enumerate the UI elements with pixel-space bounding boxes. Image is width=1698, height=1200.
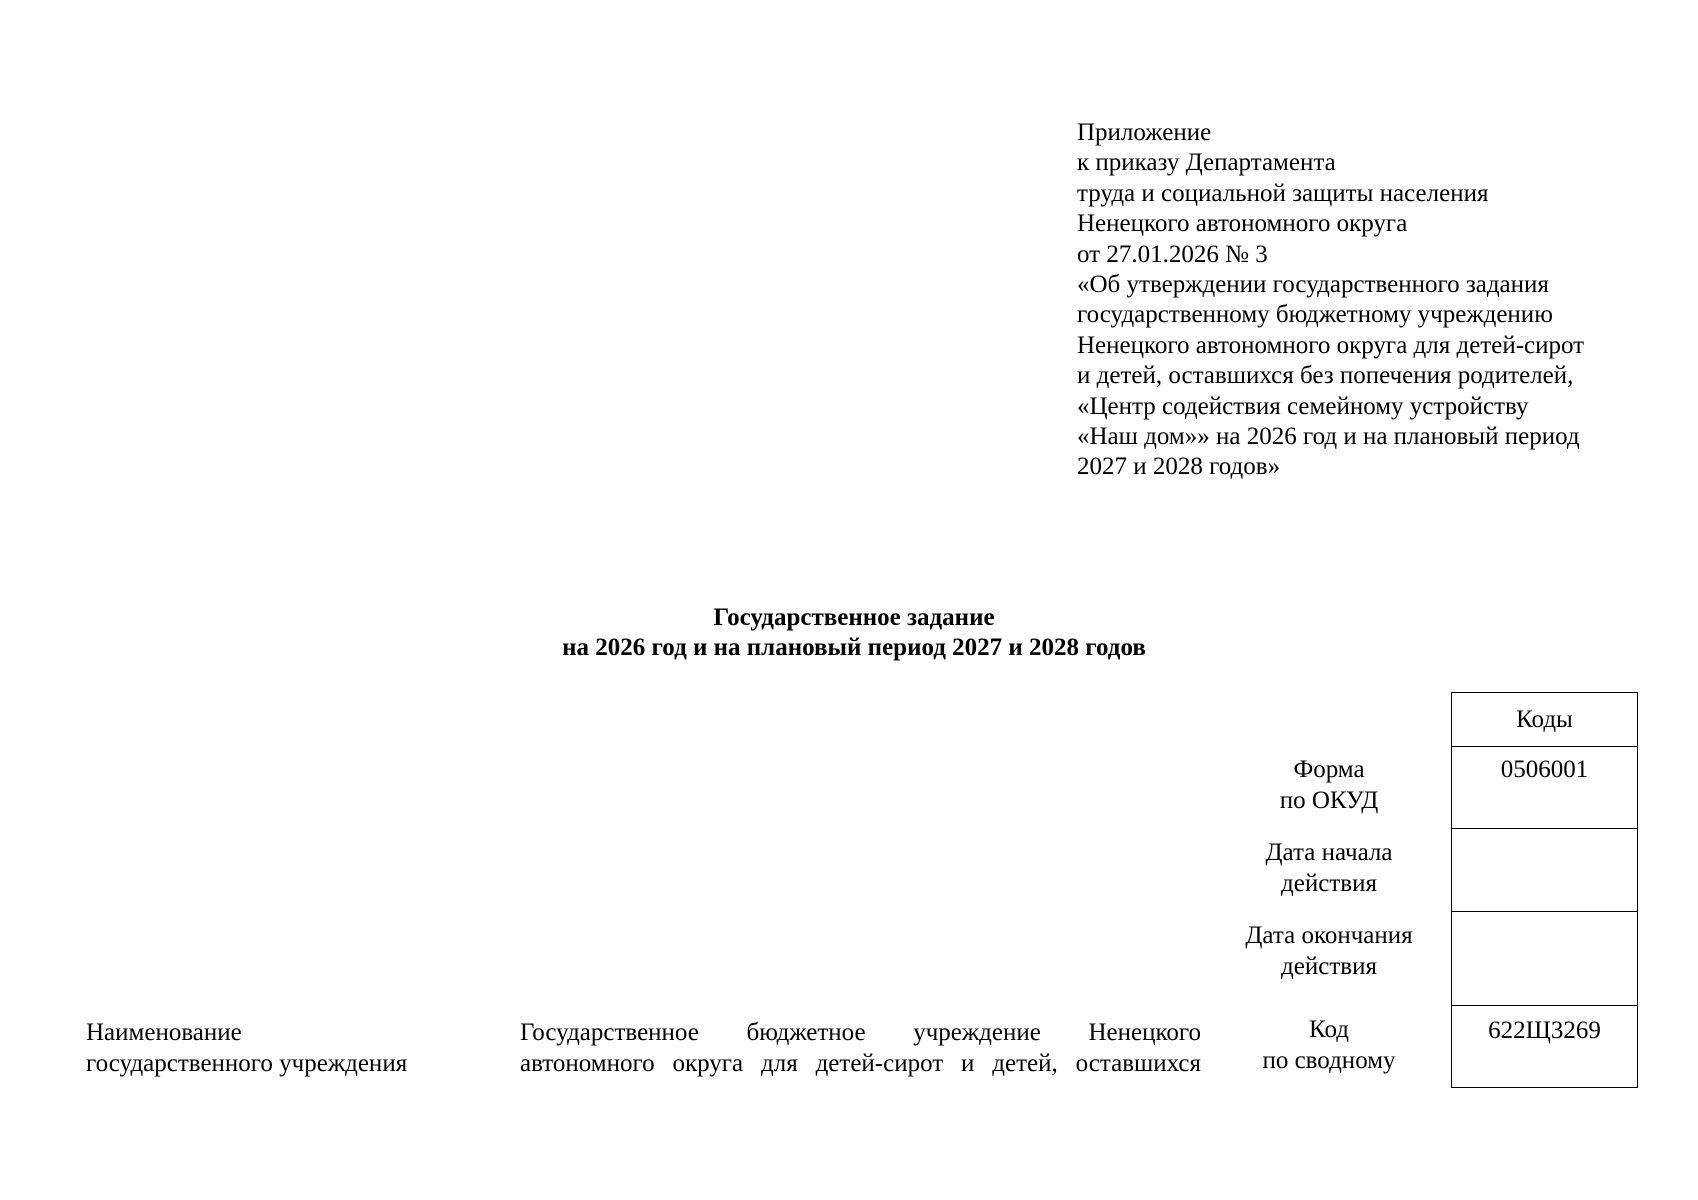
institution-label-line: Наименование (86, 1019, 242, 1046)
registry-code-label-line: по сводному (1262, 1046, 1396, 1074)
end-date-label (1230, 921, 1428, 982)
annex-line: «Центр содействия семейному устройству (1077, 392, 1529, 420)
title-line-1: Государственное задание (713, 604, 995, 631)
annex-line: 2027 и 2028 годов» (1077, 453, 1281, 481)
start-date-label (1240, 838, 1418, 899)
okud-label (1240, 755, 1418, 816)
registry-code-label-line: Код (1309, 1016, 1349, 1043)
annex-line: к приказу Департамента (1077, 149, 1336, 177)
registry-code-label (1240, 1015, 1418, 1076)
annex-line: Ненецкого автономного округа (1077, 210, 1408, 238)
institution-label-line: государственного учреждения (86, 1050, 408, 1077)
okud-label-line: Форма (1293, 756, 1365, 783)
annex-line: Приложение (1077, 119, 1212, 146)
codes-table (1451, 692, 1638, 1088)
annex-line: Ненецкого автономного округа для детей-сирот (1077, 331, 1585, 359)
annex-line: «Наш дом»» на 2026 год и на плановый период (1077, 423, 1580, 451)
annex-block (1077, 118, 1677, 483)
codes-header: Коды (1516, 706, 1573, 733)
start-date-label-line: Дата начала (1265, 839, 1393, 866)
start-date-cell (1452, 828, 1637, 911)
annex-line: труда и социальной защиты населения (1077, 179, 1489, 207)
registry-code-cell: 622Щ3269 (1452, 1005, 1637, 1087)
end-date-label-line: действия (1281, 952, 1377, 980)
title-line-2: на 2026 год и на плановый период 2027 и 2028 годов (562, 634, 1146, 661)
institution-label (86, 1017, 407, 1079)
annex-line: и детей, оставшихся без попечения родителей, (1077, 362, 1574, 390)
institution-name (520, 1017, 1201, 1079)
annex-line: государственному бюджетному учреждению (1077, 301, 1553, 329)
annex-line: «Об утверждении государственного задания (1077, 271, 1549, 299)
okud-label-line: по ОКУД (1279, 786, 1379, 814)
end-date-label-line: Дата окончания (1245, 922, 1413, 949)
okud-code-cell: 0506001 (1452, 746, 1637, 828)
end-date-cell (1452, 911, 1637, 1005)
institution-name-line: автономного округа для детей-сирот и детей, оставшихся (520, 1050, 1201, 1077)
annex-line: от 27.01.2026 № 3 (1077, 240, 1268, 268)
document-title (0, 603, 1698, 663)
start-date-label-line: действия (1281, 869, 1377, 897)
institution-name-line: Государственное бюджетное учреждение Ненецкого (520, 1019, 1201, 1046)
